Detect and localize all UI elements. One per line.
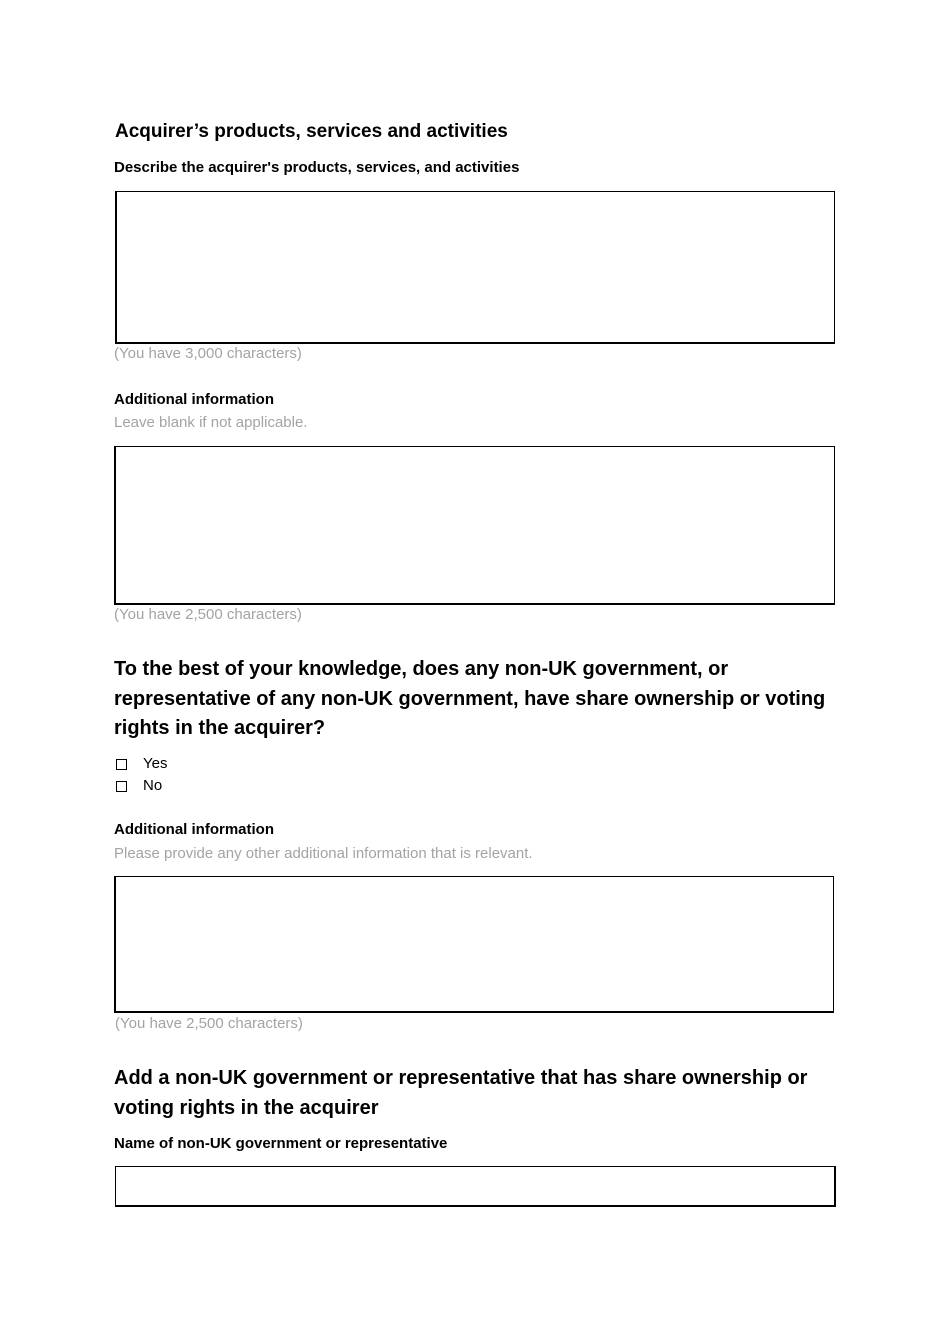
additional-info-textarea-2[interactable] [114, 876, 834, 1013]
no-checkbox[interactable] [116, 781, 127, 792]
option-no[interactable] [116, 776, 162, 796]
section-heading-products: Acquirer’s products, services and activities [115, 121, 508, 142]
additional-info-hint-2: Please provide any other additional information that is relevant. [114, 845, 533, 862]
no-option-label: No [143, 777, 163, 794]
additional-info-hint-1: Leave blank if not applicable. [114, 414, 308, 431]
add-government-heading: Add a non-UK government or representative that has share ownership or voting rights in the acquirer [114, 1067, 808, 1119]
additional-info-label-2: Additional information [114, 821, 274, 838]
government-name-label: Name of non-UK government or representative [114, 1135, 448, 1152]
yes-option-label: Yes [143, 755, 168, 772]
option-yes[interactable] [116, 754, 167, 774]
additional-info-label-1: Additional information [114, 391, 274, 408]
government-name-input[interactable] [115, 1166, 836, 1207]
additional-info-char-counter-2: (You have 2,500 characters) [115, 1015, 303, 1032]
describe-activities-label: Describe the acquirer's products, services, and activities [114, 159, 520, 176]
additional-info-char-counter-1: (You have 2,500 characters) [114, 606, 302, 623]
additional-info-textarea-1[interactable] [114, 446, 835, 605]
government-ownership-question: To the best of your knowledge, does any non-UK government, or representative of any non-UK government, have share ownership or voting rights in the acquirer? [114, 658, 826, 739]
describe-activities-char-counter: (You have 3,000 characters) [114, 345, 302, 362]
yes-checkbox[interactable] [116, 759, 127, 770]
describe-activities-textarea[interactable] [115, 191, 835, 344]
